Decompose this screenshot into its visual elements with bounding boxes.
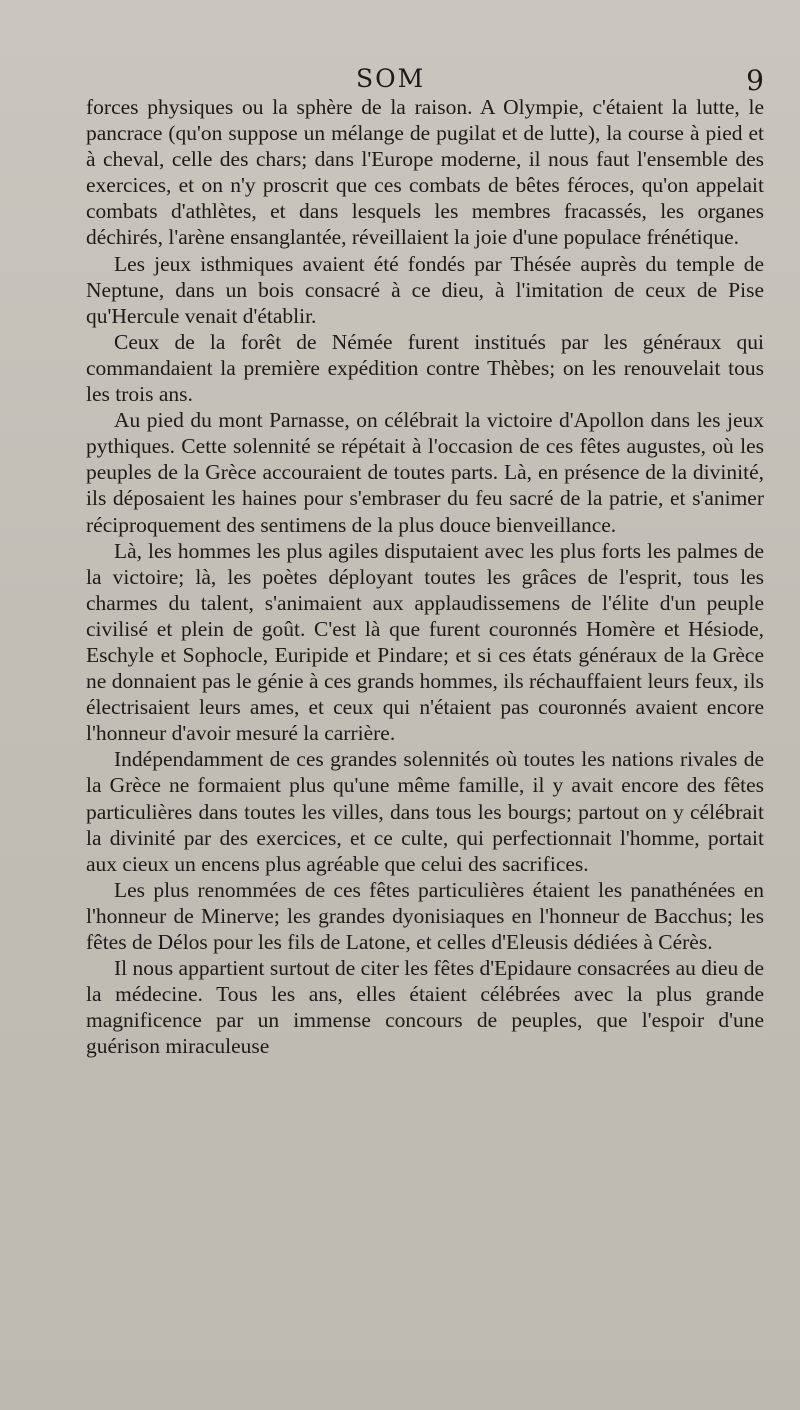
paragraph: Les plus renommées de ces fêtes particulières étaient les panathénées en l'honneur de Minerve; les grandes dyonisiaques en l'honneur de Bacchus; les fêtes de Délos pour les fils de Latone, et celles d'Eleusis dédiées à Cérès.	[86, 877, 764, 954]
paragraph: Il nous appartient surtout de citer les fêtes d'Epidaure consacrées au dieu de la médecine. Tous les ans, elles étaient célébrées avec la plus grande magnificence par un immense concours de peuples, que l'espoir d'une guérison miraculeuse	[86, 956, 764, 1059]
body-text	[86, 94, 764, 1059]
paragraph: Les jeux isthmiques avaient été fondés par Thésée auprès du temple de Neptune, dans un bois consacré à ce dieu, à l'imitation de ceux de Pise qu'Hercule venait d'établir.	[86, 251, 764, 328]
paragraph: Là, les hommes les plus agiles disputaient avec les plus forts les palmes de la victoire; là, les poètes déployant toutes les grâces de l'esprit, tous les charmes du talent, s'animaient aux applaudissemens de l'élite d'un peuple civilisé et plein de goût. C'est là que furent couronnés Homère et Hésiode, Eschyle et Sophocle, Euripide et Pindare; et si ces états généraux de la Grèce ne donnaient pas le génie à ces grands hommes, ils réchauffaient leurs feux, ils électrisaient leurs ames, et ceux qui n'étaient pas couronnés avaient encore l'honneur d'avoir mesuré la carrière.	[86, 538, 764, 746]
paragraph: Ceux de la forêt de Némée furent institués par les généraux qui commandaient la première expédition contre Thèbes; on les renouvelait tous les trois ans.	[86, 329, 764, 407]
paragraph: Indépendamment de ces grandes solennités où toutes les nations rivales de la Grèce ne formaient plus qu'une même famille, il y avait encore des fêtes particulières dans toutes les villes, dans tous les bourgs; partout on y célébrait la divinité par des exercices, et ce culte, qui perfectionnait l'homme, portait aux cieux un encens plus agréable que celui des sacrifices.	[86, 747, 764, 876]
page-number: 9	[746, 64, 764, 97]
paragraph: Au pied du mont Parnasse, on célébrait la victoire d'Apollon dans les jeux pythiques. Cette solennité se répétait à l'occasion de ces fêtes augustes, où les peuples de la Grèce accouraient de toutes parts. Là, en présence de la divinité, ils déposaient les haines pour s'embraser du feu sacré de la patrie, et s'animer réciproquement des sentimens de la plus douce bienveillance.	[86, 408, 764, 537]
page-header	[86, 58, 764, 97]
running-head: SOM	[356, 64, 426, 93]
paragraph-continued: forces physiques ou la sphère de la raison. A Olympie, c'étaient la lutte, le pancrace (qu'on suppose un mélange de pugilat et de lutte), la course à pied et à cheval, celle des chars; dans l'Europe moderne, il nous faut l'ensemble des exercices, et on n'y proscrit que ces combats de bêtes féroces, qu'on appelait combats d'athlètes, et dans lesquels les membres fracassés, les organes déchirés, l'arène ensanglantée, réveillaient la joie d'une populace frénétique.	[86, 95, 764, 250]
